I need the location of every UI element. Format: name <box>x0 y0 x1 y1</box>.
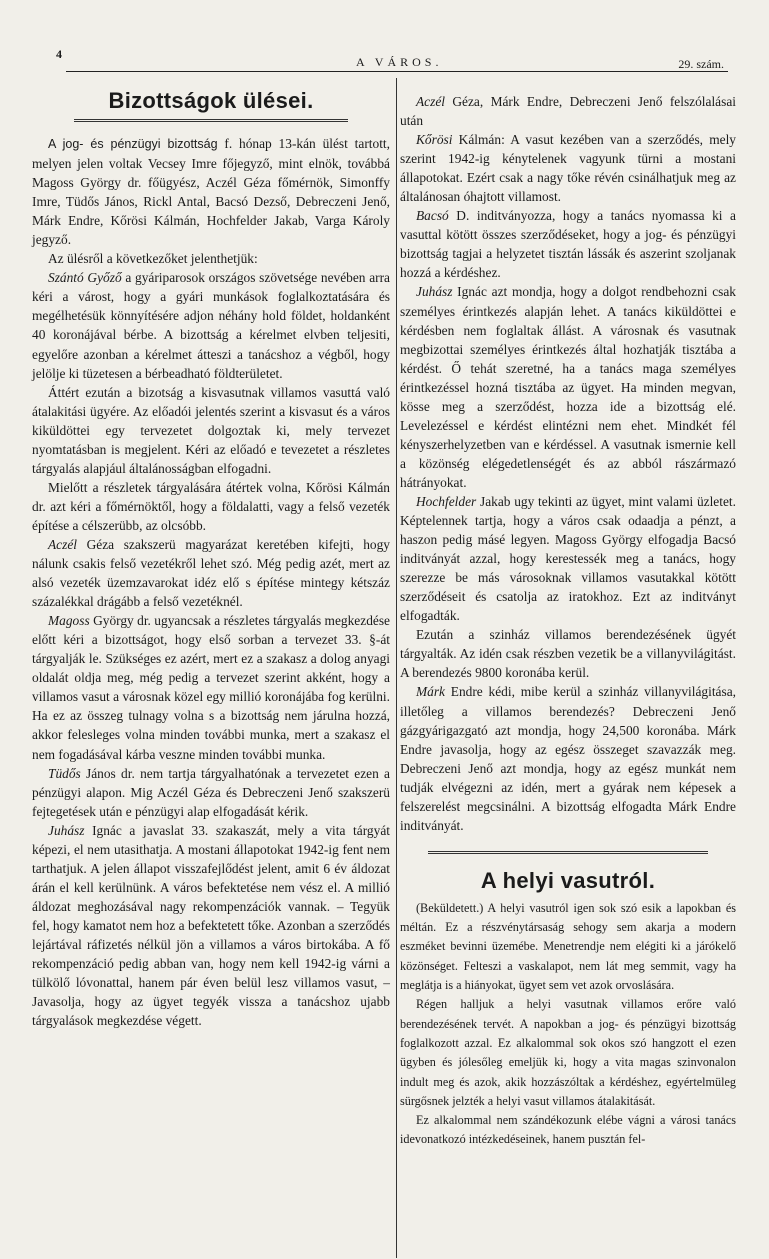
speaker-name: Aczél <box>416 94 445 109</box>
speaker-name: Bacsó <box>416 208 449 224</box>
article-helyi-vasut <box>400 868 736 1150</box>
paragraph: Aczél Géza, Márk Endre, Debreczeni Jenő felszólalásai után <box>400 94 736 129</box>
paragraph: Márk Endre kédi, mibe kerül a szinház villanyvilágitása, illetőleg a villamos berendezés? Debreczeni Jenő gázgyárigazgató azt mondja, hogy 24,500 koronába. Márk Endre javasolja, hogy az egész összeget szavazzák meg. Debreczeni Jenő azt mondja, hogy az egész munkát nem tudják elvégezni az idén, mert a gyárak nem képesek a felszerelést megcsinálni. A bizottság elfogadta Márk Endre inditványát. <box>400 684 736 833</box>
column-divider <box>396 78 397 1258</box>
speaker-name: Juhász <box>48 822 85 838</box>
speaker-name: Aczél <box>48 536 77 552</box>
speaker-name: Magoss <box>48 613 90 629</box>
issue-number: 29. szám. <box>678 57 724 71</box>
paragraph: Bacsó D. inditványozza, hogy a tanács nyomassa ki a vasuttal kötött összes szerződéseket, hogy a jog- és pénzügyi bizottság tagjai a helyzetet tisztán lássák és aszerint szoljanak hozzá a kérdéshez. <box>400 208 736 281</box>
speaker-name: Hochfelder <box>416 493 477 509</box>
page-number: 4 <box>56 47 62 61</box>
speaker-name: Kőrösi <box>416 132 453 148</box>
paragraph: Mielőtt a részletek tárgyalására átértek volna, Kőrösi Kálmán dr. azt kéri a főmérnöktől, hogy a földalatti, vagy a felső vezeték építése a célszerübb, az olcsóbb. <box>32 479 390 533</box>
article-heading: A helyi vasutról. <box>480 867 656 893</box>
paragraph: Ez alkalommal nem szándékozunk elébe vágni a városi tanács idevonatkozó intézkedéseinek, hanem pusztán fel- <box>400 1113 736 1147</box>
heading-double-rule <box>74 119 348 122</box>
paragraph: Magoss György dr. ugyancsak a részletes tárgyalás megkezdése előtt kéri a bizottságot, hogy első sorban a tervezet 33. §-át tárgyalják le. Szükséges ez azért, mert ez a szakasz a dolog anyagi oldalát oldja meg, még pedig a tervezet szerint akként, hogy a villamos vasut a városnak közel egy millió koronájába fog kerülni. Ha ez az összeg tulnagy volna s a bizottság nem járulna hozzá, akkor felesleges volna minden további munka, mert a szakasz el nem fogadásával kárba veszne minden további munka. <box>32 613 390 762</box>
paragraph: Régen halljuk a helyi vasutnak villamos erőre való berendezésének tervét. A napokban a jog- és pénzügyi bizottság foglalkozott azzal. Ez alkalommal sok okos szó hangzott el ezen ügyben és jólesőleg emeljük ki, hogy a vita magas szinvonalon indult meg és azok, akik hozzászóltak a kérdéshez, egyértelmüleg sürgősnek jelzték a helyi vasut villamos átalakitását. <box>400 997 736 1108</box>
speaker-name: Márk <box>416 684 446 700</box>
speaker-name: Juhász <box>416 284 453 300</box>
paragraph-committee-intro: A jog- és pénzügyi bizottság f. hónap 13-kán ülést tartott, melyen jelen voltak Vecsey Imre főjegyző, mint elnök, továbbá Magoss György dr. főügyész, Aczél Géza főmérnök, Simonffy Imre, Tüdős János, Rickl Antal, Bacsó Dezső, Debreczeni Jenő, Márk Endre, Kőrösi Kálmán, Hochfelder Jakab, Varga Károly jegyző. <box>32 136 391 248</box>
paragraph: Aczél Géza szakszerü magyarázat keretében kifejti, hogy nálunk csakis felső vezetékről lehet szó. Még pedig azét, mert az alsó vezeték üzemzavarokat idéz elő s építése mintegy kétszáz százalékkal drágább a felső vezetéknél. <box>32 536 390 610</box>
paragraph: Kőrösi Kálmán: A vasut kezében van a szerződés, mely szerint 1942-ig kénytelenek vagyunk türni a mostani állapotokat. Ezért csak a nagy tőke révén csinálhatjuk meg az általánosan óhajtott villamost. <box>400 132 736 205</box>
paragraph: (Beküldetett.) A helyi vasutról igen sok szó esik a lapokban és méltán. Ez a részvénytársaság sehogy sem akarja a modern eszméket bevinni üzemébe. Menetrendje nem elégiti ki a járókelő közönséget. Felteszi a vaskalapot, nem lát meg semmit, vagy ha meglátja is a hiányokat, ügyet sem vet azok orvoslására. <box>400 900 736 993</box>
left-column <box>32 88 390 1030</box>
paragraph: Hochfelder Jakab ugy tekinti az ügyet, mint valami üzletet. Képtelennek tartja, hogy a város csak odaadja a pénzt, a haszon pedig másé legyen. Magoss György elfogadja Bacsó inditványát azzal, hogy kerestessék meg a tanács, hogy szerezze be más városoknak villamos vasutakkal kötött szerződéseit és csatolja az iratokhoz. Ezt az inditványt elfogadták. <box>400 493 736 624</box>
paragraph: Tüdős János dr. nem tartja tárgyalhatónak a tervezetet ezen a pénzügyi alapon. Mig Aczél Géza és Debreczeni Jenő szakszerü fejtegetések után e pénzügyi alap elfogadását kérik. <box>32 765 390 819</box>
speaker-name: Szántó Győző <box>48 270 122 286</box>
paragraph: Juhász Ignác azt mondja, hogy a dolgot rendbehozni csak személyes érintkezés alapján lehet. A tanács kiküldöttei e kérdésben nem foglaltak állást. A városnak és vasutnak megbizottai személyes érintkezés által hozhatják tisztába a kérdést. Ő tehát szeretné, ha a tanács maga személyes érintkezéssel hozná tisztába az ügyet. Ha minden megvan, kösse meg a szerződést, hozza ide a bizottság elé. Levelezéssel e kérdést elintézni nem ehet. Mindkét fél kényszerhelyzetben van e kérdéssel. A vasutnak ismernie kell a közönség elégedetlenségét és az abból rászármazó hátrányokat. <box>400 284 736 490</box>
page-header <box>56 47 736 69</box>
paragraph: Áttért ezután a bizotság a kisvasutnak villamos vasuttá való átalakitási ügyére. Az előadói jelentés szerint a kisvasut és a város kiküldöttei egy tervezetet dolgoztak ki, mely tervezet nyomtatásban is megjelent. Kéri az előadó e tevezetet a részletes tárgyalás alapjául általánosságban elfogadni. <box>32 384 390 476</box>
committee-name: A jog- és pénzügyi bizottság <box>48 137 218 151</box>
header-rule <box>66 71 728 72</box>
paragraph: Ezután a szinház villamos berendezésének ügyét tárgyalták. Az idén csak részben vezetik be a villanyvilágitást. A berendezés 9800 koronába kerül. <box>400 627 736 681</box>
newspaper-title: A VÁROS. <box>356 55 443 69</box>
section-heading: Bizottságok ülései. <box>108 88 314 113</box>
paragraph: Juhász Ignác a javaslat 33. szakaszát, mely a vita tárgyát képezi, el nem utasithatja. A mostani állapotokat 1942-ig fent nem tarthatjuk. A jelen állapot visszafejlődést jelent, amit 6 év áldozat árán el kell kerülnünk. A város befektetése nem vész el. A millió áldozat meghozásával nagy rekompenzációk vannak. – Tegyük fel, hogy kamatot nem hoz a befektetett tőke. Azonban a szerződés lejártával ráfizetés nélkül jön a villamos a város birtokába. A fő rekompenzáció pedig abban van, hogy nem kell 1942-ig várni a tülkölő lóvonattal, hanem pár éven belül lesz villamos vasut, – Javasolja, hogy az ügyet tegyék vissza a tanácshoz ujabb tárgyalások megkezdése végett. <box>32 822 390 1029</box>
right-column <box>400 92 736 1150</box>
paragraph: Az ülésről a következőket jelenthetjük: <box>48 251 258 267</box>
speaker-name: Tüdős <box>48 765 81 781</box>
article-separator-rule <box>428 851 708 854</box>
paragraph: Szántó Győző a gyáriparosok országos szövetsége nevében arra kéri a várost, hogy a gyári munkások foglalkoztatására és megélhetésük könnyítésére adjon néhány hold földet, holdanként 40 koronájával bérbe. A bizottság a kérelmet elvben teljesiti, egyelőre azonban a kérelmet átteszi a tanácshoz a végből, hogy jelölje ki tüzetesen a bérbeadható földterületet. <box>32 270 390 381</box>
